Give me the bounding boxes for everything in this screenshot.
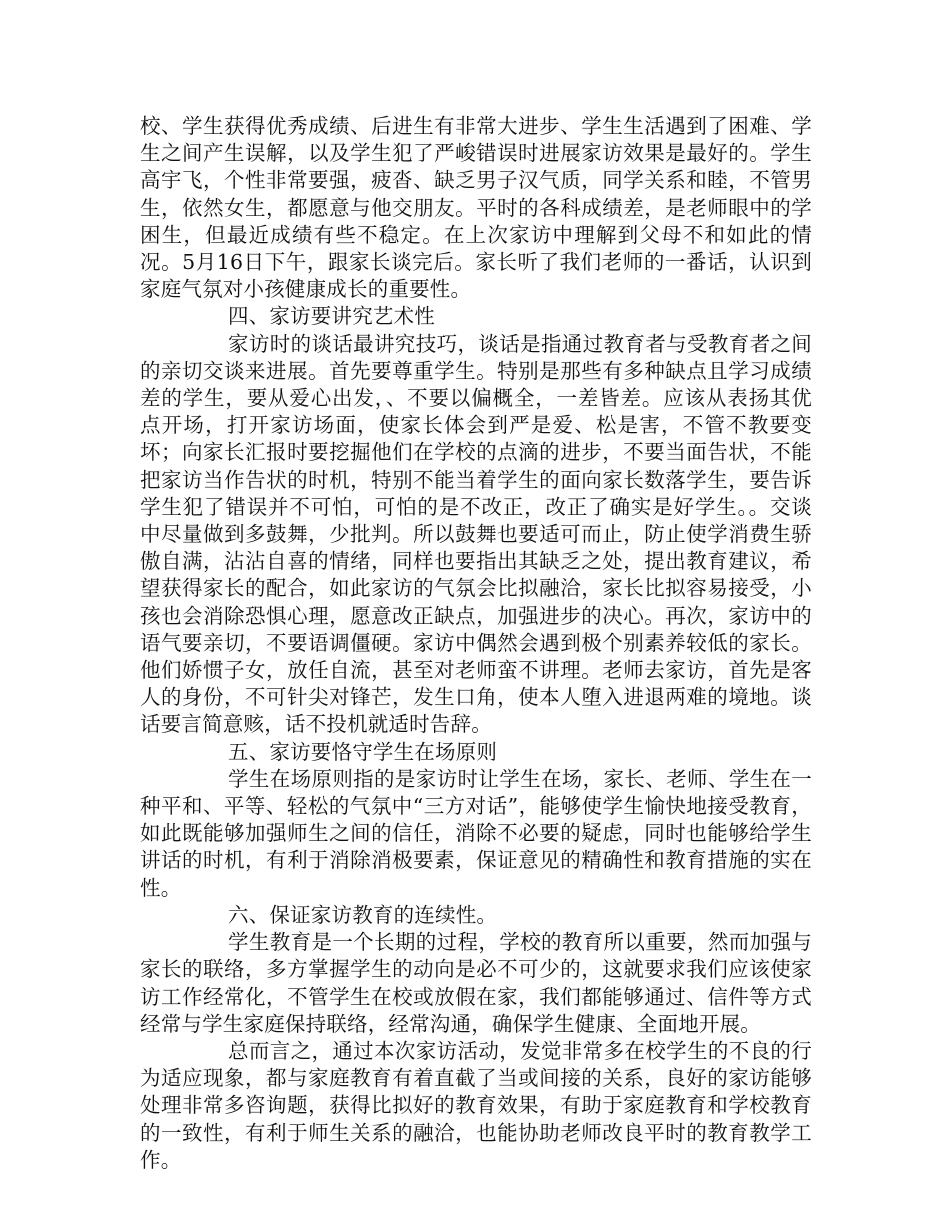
section-heading-four: 四、家访要讲究艺术性 xyxy=(228,304,435,329)
conclusion-paragraph: 总而言之，通过本次家访活动，发觉非常多在校学生的不良的行为适应现象，都与家庭教育有着直截了当或间接的关系，良好的家访能够处理非常多咨询题，获得比拟好的教育效果，有助于家庭教育和学校教育的一致性，有利于师生关系的融洽，也能协助老师改良平时的教育教学工作。 xyxy=(140,1038,812,1172)
section-heading-six: 六、保证家访教育的连续性。 xyxy=(228,902,498,927)
body-paragraph: 家访时的谈话最讲究技巧，谈话是指通过教育者与受教育者之间的亲切交谈来进展。首先要尊重学生。特别是那些有多种缺点且学习成绩差的学生，要从爱心出发，、不要以偏概全，一差皆差。应该从表扬其优点开场，打开家访场面，使家长体会到严是爱、松是害，不管不教要变坏；向家长汇报时要挖掘他们在学校的点滴的进步，不要当面告状，不能把家访当作告状的时机，特别不能当着学生的面向家长数落学生，要告诉学生犯了错误并不可怕，可怕的是不改正，改正了确实是好学生。。交谈中尽量做到多鼓舞，少批判。所以鼓舞也要适可而止，防止使学消费生骄傲自满，沾沾自喜的情绪，同样也要指出其缺乏之处，提出教育建议，希望获得家长的配合，如此家访的气氛会比拟融洽，家长比拟容易接受，小孩也会消除恐惧心理，愿意改正缺点，加强进步的决心。再次，家访中的语气要亲切，不要语调僵硬。家访中偶然会遇到极个别素养较低的家长。他们娇惯子女，放任自流，甚至对老师蛮不讲理。老师去家访，首先是客人的身份，不可针尖对锋芒，发生口角，使本人堕入进退两难的境地。谈话要言简意赅，话不投机就适时告辞。 xyxy=(140,331,812,737)
section-heading-five: 五、家访要恪守学生在场原则 xyxy=(228,739,498,764)
body-paragraph: 校、学生获得优秀成绩、后进生有非常大进步、学生生活遇到了困难、学生之间产生误解，以及学生犯了严峻错误时进展家访效果是最好的。学生高宇飞，个性非常要强，疲沓、缺乏男子汉气质，同学关系和睦，不管男生，依然女生，都愿意与他交朋友。平时的各科成绩差，是老师眼中的学困生，但最近成绩有些不稳定。在上次家访中理解到父母不和如此的情况。5月16日下午，跟家长谈完后。家长听了我们老师的一番话，认识到家庭气氛对小孩健康成长的重要性。 xyxy=(140,114,812,302)
body-paragraph: 学生教育是一个长期的过程，学校的教育所以重要，然而加强与家长的联络，多方掌握学生的动向是必不可少的，这就要求我们应该使家访工作经常化，不管学生在校或放假在家，我们都能够通过、信件等方式经常与学生家庭保持联络，经常沟通，确保学生健康、全面地开展。 xyxy=(140,930,812,1036)
document-page xyxy=(140,113,812,1174)
body-paragraph: 学生在场原则指的是家访时让学生在场，家长、老师、学生在一种平和、平等、轻松的气氛中“三方对话”，能够使学生愉快地接受教育，如此既能够加强师生之间的信任，消除不必要的疑虑，同时也能够给学生讲话的时机，有利于消除消极要素，保证意见的精确性和教育措施的实在性。 xyxy=(140,766,812,900)
